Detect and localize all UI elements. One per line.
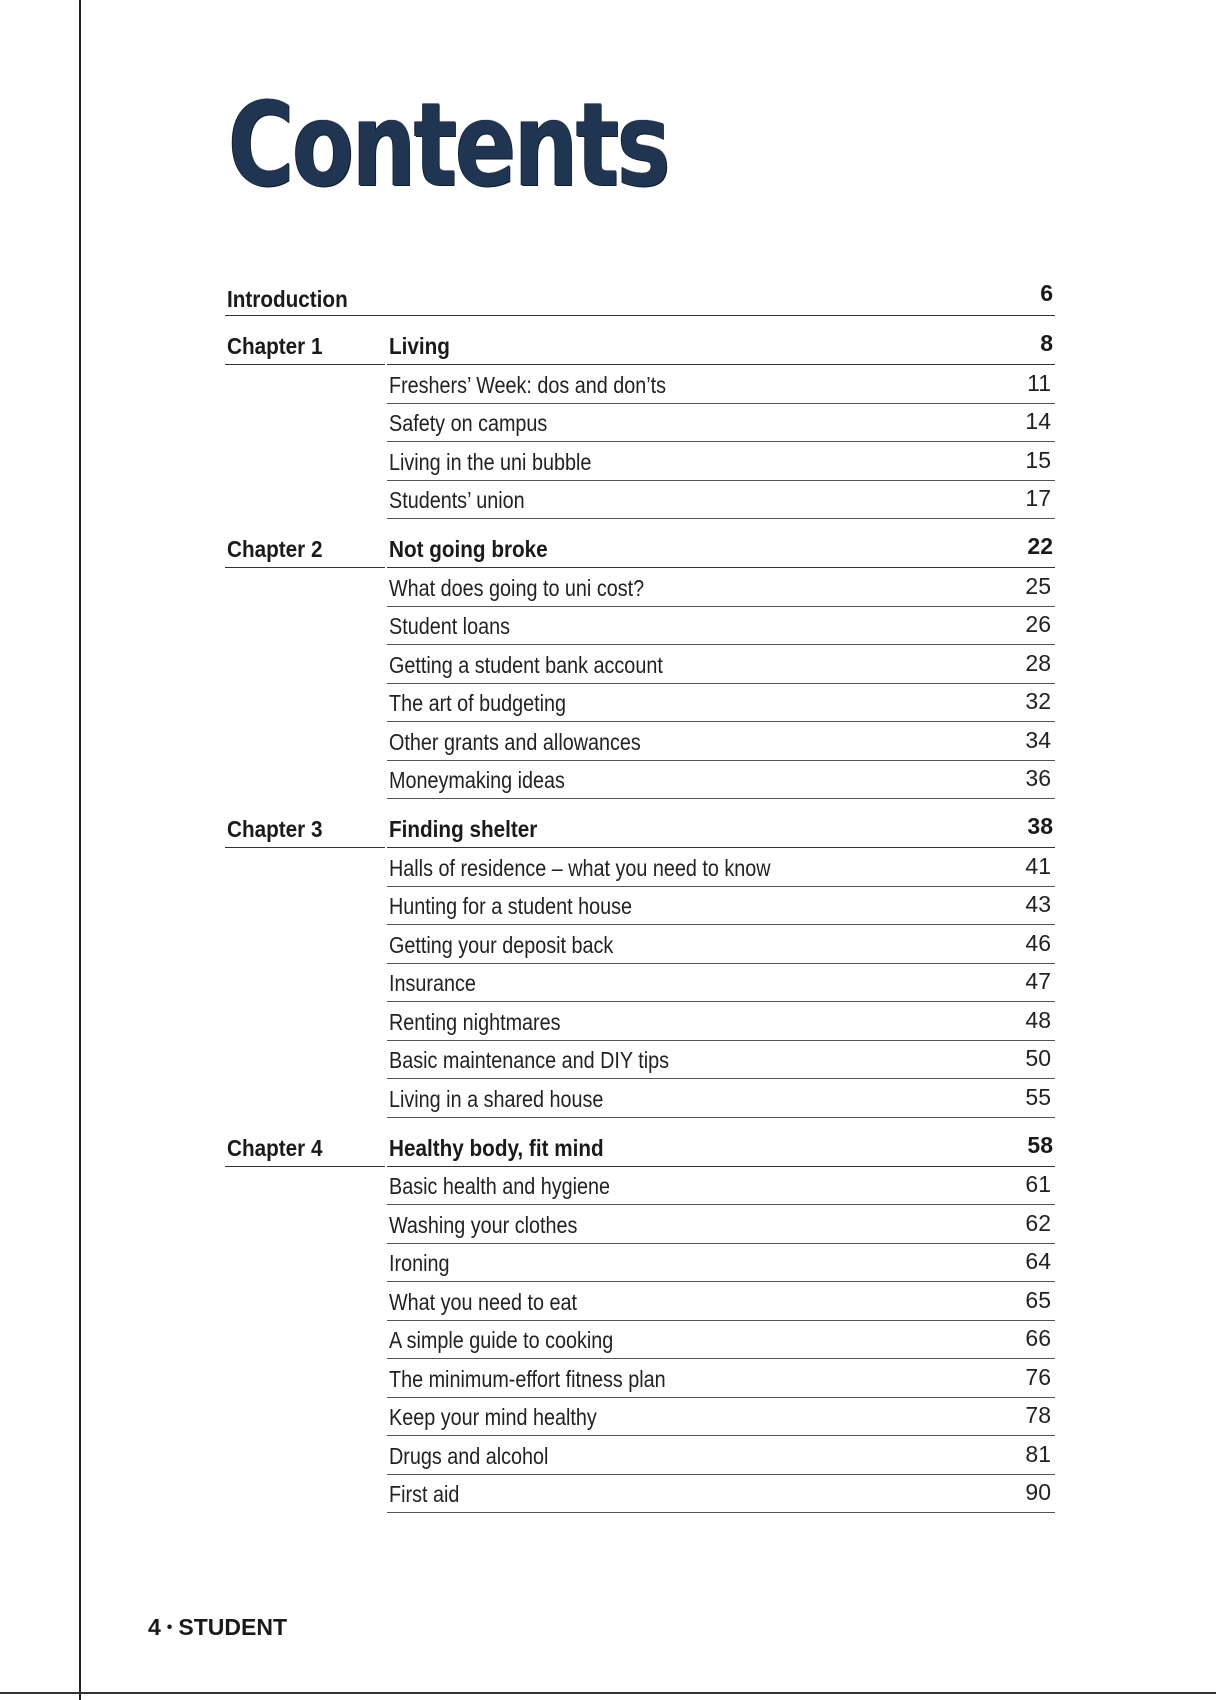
toc-section-row[interactable]	[387, 684, 1055, 723]
section-page: 48	[1025, 1006, 1051, 1033]
toc-section-row[interactable]	[387, 1321, 1055, 1360]
section-title: Basic health and hygiene	[389, 1173, 611, 1199]
toc-section-row[interactable]	[387, 1359, 1055, 1398]
chapter-label: Chapter 2	[227, 536, 323, 562]
toc-section-row[interactable]	[387, 1002, 1055, 1041]
toc-section-row[interactable]	[387, 365, 1055, 404]
chapter-block-1	[225, 318, 1055, 519]
chapter-list	[225, 318, 1055, 1513]
introduction-label: Introduction	[227, 286, 348, 312]
toc-section-row[interactable]	[387, 1205, 1055, 1244]
page-title: Contents	[228, 78, 669, 213]
section-page: 36	[1025, 765, 1051, 791]
section-page: 76	[1025, 1363, 1051, 1390]
section-title: The minimum-effort fitness plan	[389, 1365, 666, 1392]
chapter-label: Chapter 3	[227, 816, 323, 842]
section-title: Living in a shared house	[389, 1085, 604, 1112]
toc-section-row[interactable]	[387, 1398, 1055, 1437]
chapter-page: 38	[1027, 813, 1053, 839]
section-page: 66	[1025, 1325, 1051, 1351]
toc-section-row[interactable]	[387, 848, 1055, 887]
section-title: Living in the uni bubble	[389, 448, 592, 475]
chapter-label-rule	[225, 364, 385, 365]
chapter-page: 22	[1027, 533, 1053, 559]
chapter-page: 8	[1040, 330, 1053, 356]
section-page: 46	[1025, 929, 1051, 956]
section-page: 28	[1025, 649, 1051, 676]
table-of-contents	[225, 268, 1055, 1513]
section-title: Safety on campus	[389, 410, 548, 436]
section-title: Basic maintenance and DIY tips	[389, 1047, 670, 1073]
chapter-block-4	[225, 1120, 1055, 1514]
section-title: Drugs and alcohol	[389, 1442, 549, 1469]
footer-book-title: STUDENT	[178, 1614, 288, 1640]
toc-section-row[interactable]	[387, 1167, 1055, 1206]
section-title: What does going to uni cost?	[389, 574, 645, 601]
section-title: Renting nightmares	[389, 1008, 561, 1035]
toc-section-row[interactable]	[387, 1436, 1055, 1475]
section-page: 15	[1025, 446, 1051, 473]
section-title: A simple guide to cooking	[389, 1327, 614, 1353]
section-title: Other grants and allowances	[389, 728, 641, 755]
chapter-title: Living	[389, 333, 450, 359]
section-page: 32	[1025, 688, 1051, 714]
toc-chapter-row[interactable]	[225, 801, 1055, 848]
section-title: What you need to eat	[389, 1288, 578, 1315]
toc-section-row[interactable]	[387, 925, 1055, 964]
section-page: 90	[1025, 1479, 1051, 1505]
section-title: Students’ union	[389, 487, 525, 513]
toc-section-row[interactable]	[387, 1244, 1055, 1283]
section-page: 61	[1025, 1171, 1051, 1197]
toc-chapter-row[interactable]	[225, 318, 1055, 365]
section-page: 55	[1025, 1083, 1051, 1110]
chapter-block-3	[225, 801, 1055, 1118]
section-page: 78	[1025, 1402, 1051, 1428]
section-title: The art of budgeting	[389, 690, 567, 716]
section-title: Ironing	[389, 1250, 450, 1276]
toc-chapter-row[interactable]	[225, 1120, 1055, 1167]
section-title: Getting a student bank account	[389, 651, 663, 678]
chapter-page: 58	[1027, 1131, 1053, 1158]
toc-section-row[interactable]	[387, 1475, 1055, 1514]
toc-section-row[interactable]	[387, 442, 1055, 481]
section-page: 65	[1025, 1286, 1051, 1313]
chapter-block-2	[225, 521, 1055, 799]
toc-section-row[interactable]	[387, 722, 1055, 761]
footer-page-number: 4	[148, 1614, 161, 1640]
section-title: Hunting for a student house	[389, 893, 633, 919]
section-page: 17	[1025, 485, 1051, 511]
page-spine-line	[79, 0, 81, 1700]
section-title: Getting your deposit back	[389, 931, 614, 958]
toc-section-row[interactable]	[387, 1041, 1055, 1080]
section-page: 81	[1025, 1440, 1051, 1467]
toc-introduction-row[interactable]	[225, 268, 1055, 316]
section-page: 34	[1025, 726, 1051, 753]
chapter-label-rule	[225, 567, 385, 568]
section-page: 25	[1025, 572, 1051, 599]
section-page: 26	[1025, 611, 1051, 637]
toc-chapter-row[interactable]	[225, 521, 1055, 568]
toc-section-row[interactable]	[387, 1282, 1055, 1321]
toc-section-row[interactable]	[387, 964, 1055, 1003]
introduction-page: 6	[1040, 280, 1053, 306]
toc-section-row[interactable]	[387, 1079, 1055, 1118]
toc-section-row[interactable]	[387, 761, 1055, 800]
toc-section-row[interactable]	[387, 645, 1055, 684]
section-title: Insurance	[389, 970, 476, 996]
chapter-title: Not going broke	[389, 536, 548, 562]
section-title: First aid	[389, 1481, 460, 1507]
toc-section-row[interactable]	[387, 481, 1055, 520]
section-title: Washing your clothes	[389, 1211, 578, 1238]
section-title: Moneymaking ideas	[389, 767, 565, 793]
section-page: 43	[1025, 891, 1051, 917]
chapter-label-rule	[225, 847, 385, 848]
toc-section-row[interactable]	[387, 568, 1055, 607]
section-page: 41	[1025, 852, 1051, 879]
page-footer	[148, 1614, 287, 1641]
section-page: 64	[1025, 1248, 1051, 1274]
section-page: 47	[1025, 968, 1051, 994]
toc-section-row[interactable]	[387, 607, 1055, 646]
section-title: Keep your mind healthy	[389, 1404, 597, 1430]
section-title: Freshers’ Week: dos and don’ts	[389, 371, 667, 398]
section-title: Student loans	[389, 613, 510, 639]
section-page: 11	[1027, 369, 1051, 396]
toc-section-row[interactable]	[387, 887, 1055, 926]
section-page: 50	[1025, 1045, 1051, 1071]
chapter-label-rule	[225, 1166, 385, 1167]
toc-section-row[interactable]	[387, 404, 1055, 443]
page-bottom-edge	[0, 1692, 1216, 1694]
chapter-label: Chapter 1	[227, 333, 323, 359]
section-page: 62	[1025, 1209, 1051, 1236]
chapter-title: Healthy body, fit mind	[389, 1134, 604, 1161]
footer-separator: •	[166, 1619, 173, 1636]
section-title: Halls of residence – what you need to know	[389, 854, 771, 881]
chapter-label: Chapter 4	[227, 1134, 323, 1161]
chapter-title: Finding shelter	[389, 816, 538, 842]
section-page: 14	[1025, 408, 1051, 434]
